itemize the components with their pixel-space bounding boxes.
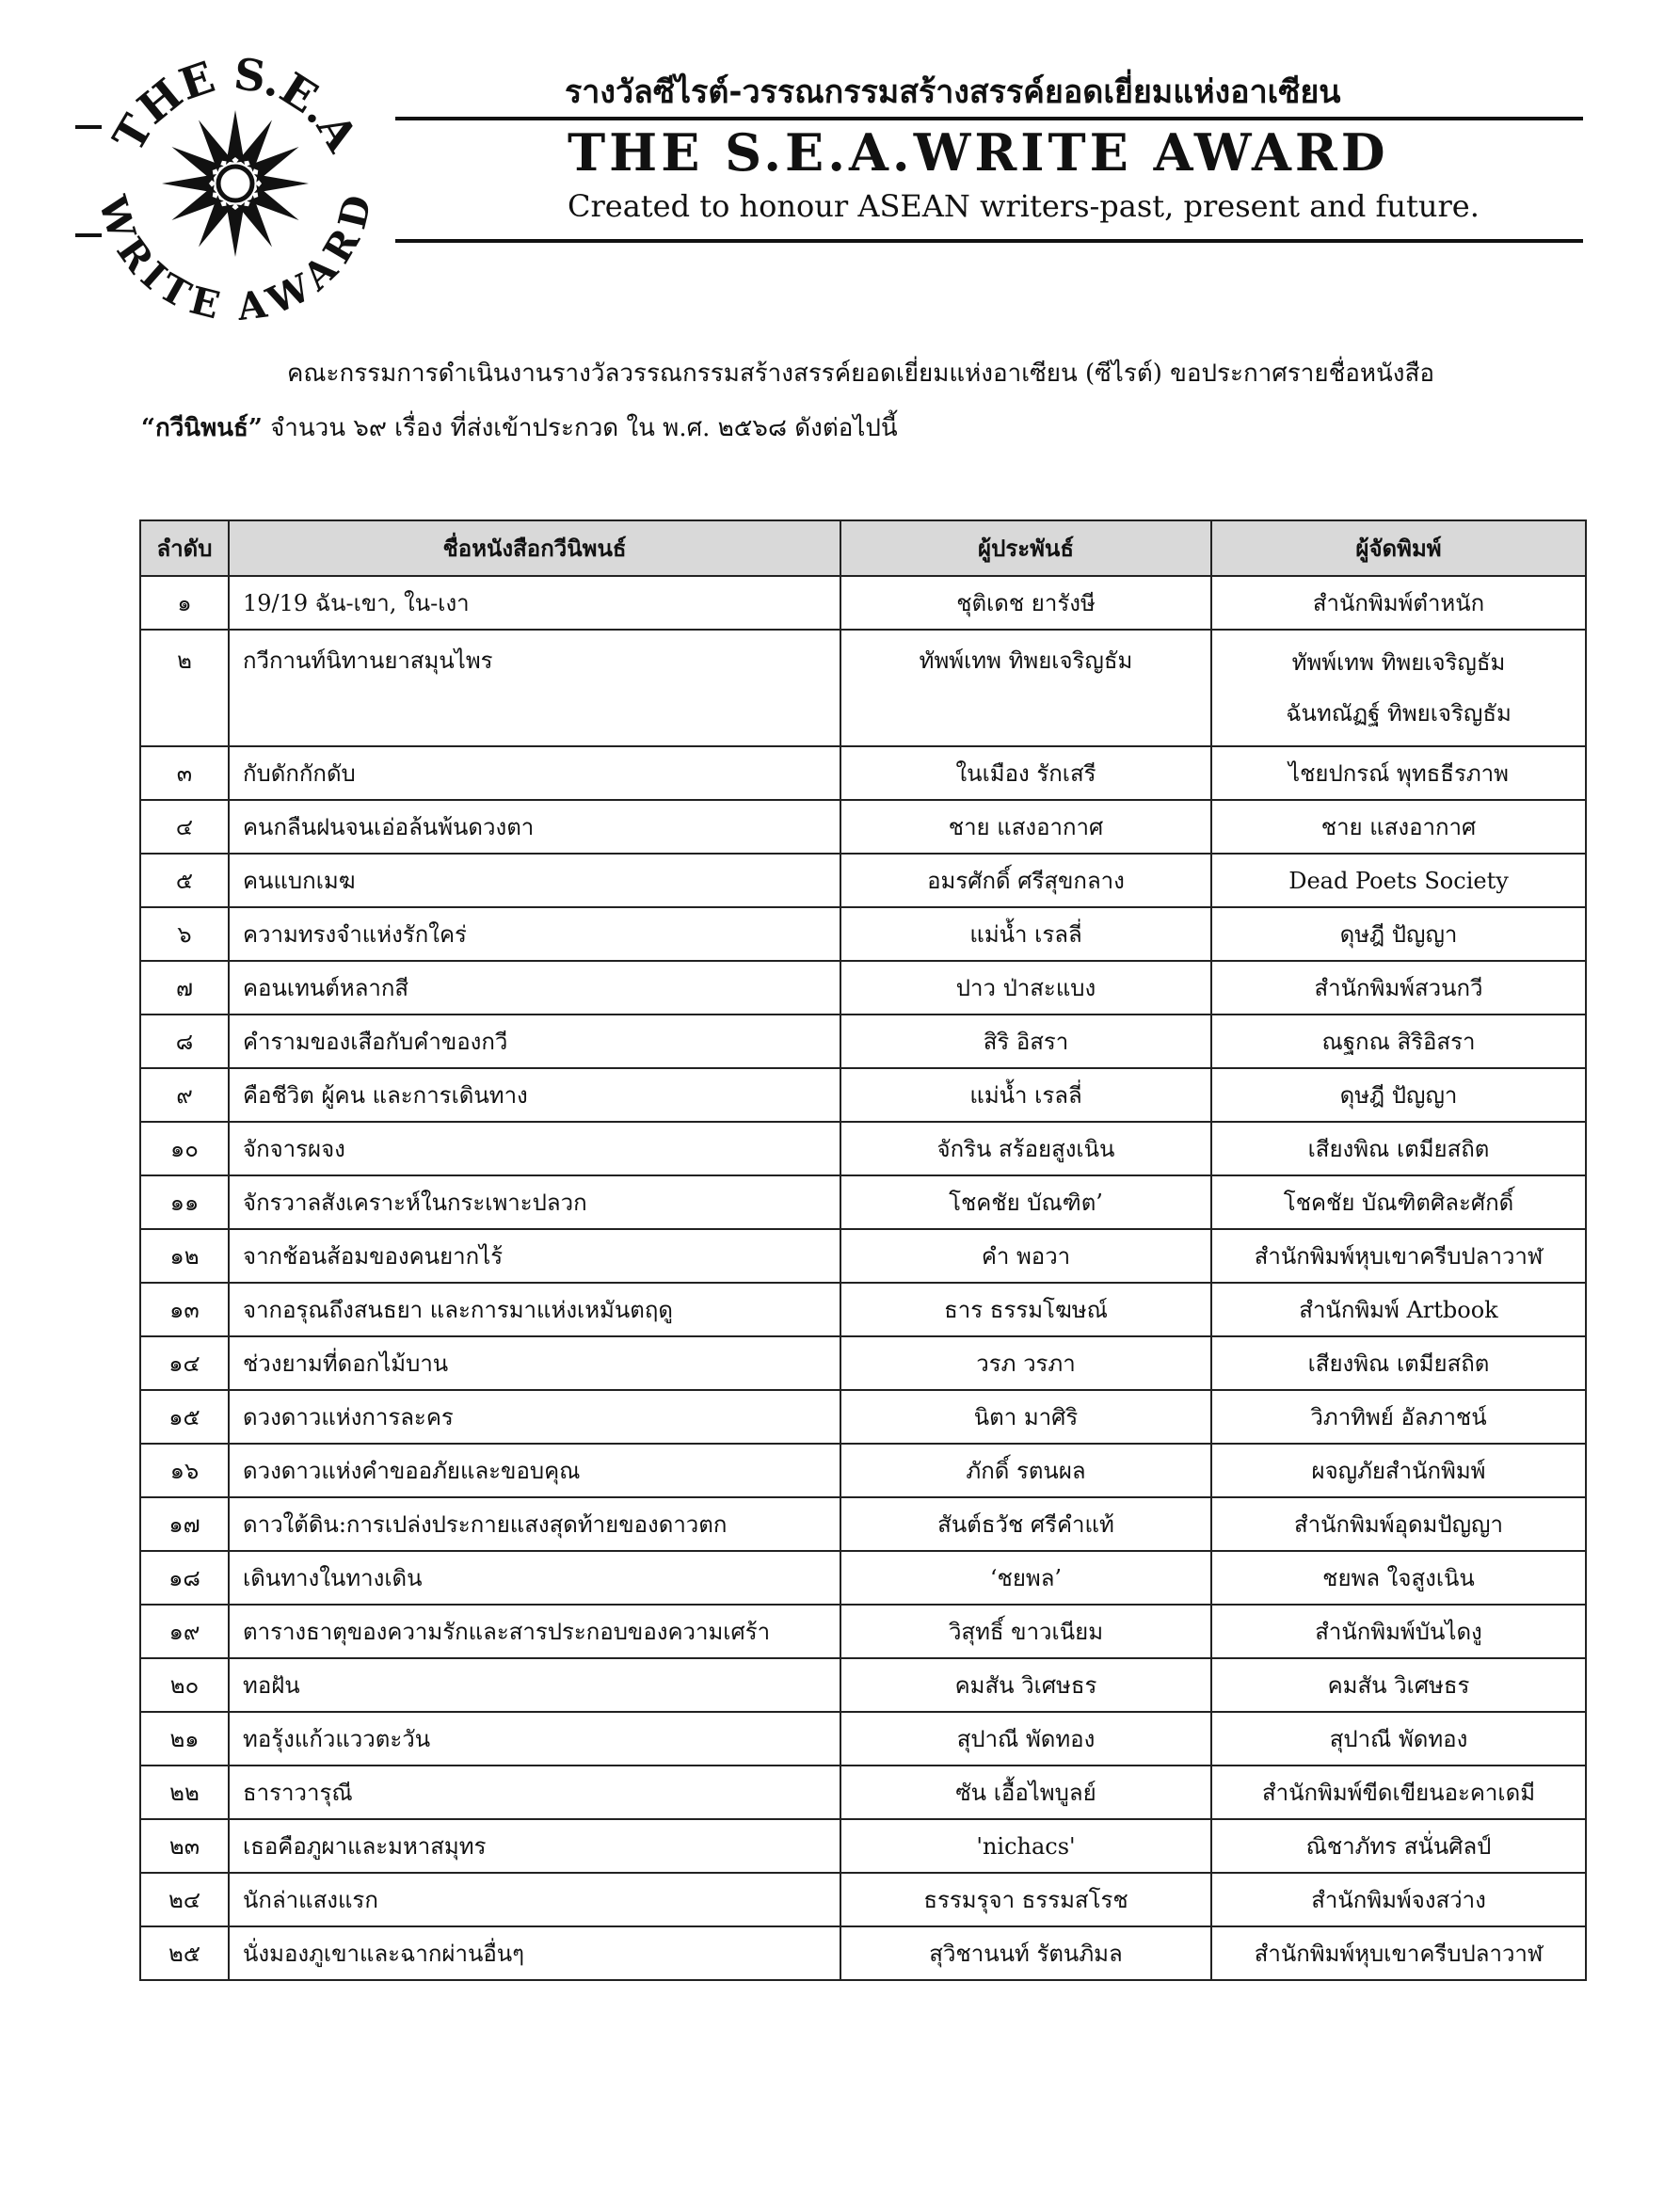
row-number: ๗ bbox=[140, 961, 229, 1015]
row-number: ๑๘ bbox=[140, 1551, 229, 1605]
logo-text-top: THE S.E.A bbox=[103, 48, 368, 160]
publisher-line-1: ทัพพ์เทพ ทิพยเจริญธัม bbox=[1291, 649, 1506, 676]
table-row bbox=[140, 1444, 1586, 1497]
award-tagline: Created to honour ASEAN writers-past, present and future. bbox=[568, 188, 1480, 224]
table-row bbox=[140, 576, 1586, 630]
table-row bbox=[140, 1175, 1586, 1229]
table-row bbox=[140, 800, 1586, 854]
author-name: ‘ชยพล’ bbox=[840, 1551, 1211, 1605]
publisher-name: เสียงพิณ เตมียสถิต bbox=[1211, 1336, 1586, 1390]
row-number: ๑๓ bbox=[140, 1283, 229, 1336]
table-row bbox=[140, 1015, 1586, 1068]
author-name: สันต์ธวัช ศรีคำแท้ bbox=[840, 1497, 1211, 1551]
english-award-title: THE S.E.A.WRITE AWARD bbox=[568, 122, 1389, 183]
table-row bbox=[140, 854, 1586, 907]
publisher-name: สำนักพิมพ์หุบเขาครีบปลาวาฬ bbox=[1211, 1229, 1586, 1283]
announcement-paragraph bbox=[141, 346, 1591, 455]
author-name: สุวิชานนท์ รัตนภิมล bbox=[840, 1926, 1211, 1980]
book-title: ธาราวารุณี bbox=[229, 1766, 840, 1819]
header-publisher: ผู้จัดพิมพ์ bbox=[1211, 520, 1586, 576]
publisher-name: ณฐกณ สิริอิสรา bbox=[1211, 1015, 1586, 1068]
row-number: ๒ bbox=[140, 630, 229, 746]
publisher-name: ไชยปกรณ์ พุทธธีรภาพ bbox=[1211, 746, 1586, 800]
table-row bbox=[140, 907, 1586, 961]
thai-award-title: รางวัลซีไรต์-วรรณกรรมสร้างสรรค์ยอดเยี่ยมแห่งอาเซียน bbox=[565, 73, 1341, 111]
row-number: ๑๒ bbox=[140, 1229, 229, 1283]
row-number: ๒๐ bbox=[140, 1658, 229, 1712]
table-row bbox=[140, 1068, 1586, 1122]
table-row bbox=[140, 1283, 1586, 1336]
author-name: ซัน เอื้อไพบูลย์ bbox=[840, 1766, 1211, 1819]
row-number: ๑๐ bbox=[140, 1122, 229, 1175]
book-title: ความทรงจำแห่งรักใคร่ bbox=[229, 907, 840, 961]
author-name: สิริ อิสรา bbox=[840, 1015, 1211, 1068]
category-name: “กวีนิพนธ์” bbox=[141, 414, 263, 442]
table-row bbox=[140, 1926, 1586, 1980]
publisher-name: สำนักพิมพ์จงสว่าง bbox=[1211, 1873, 1586, 1926]
publisher-name: ชยพล ใจสูงเนิน bbox=[1211, 1551, 1586, 1605]
publisher-name: คมสัน วิเศษธร bbox=[1211, 1658, 1586, 1712]
row-number: ๒๔ bbox=[140, 1873, 229, 1926]
row-number: ๒๒ bbox=[140, 1766, 229, 1819]
book-title: กับดักกักดับ bbox=[229, 746, 840, 800]
table-row bbox=[140, 1658, 1586, 1712]
author-name: วิสุทธิ์ ขาวเนียม bbox=[840, 1605, 1211, 1658]
book-title: ดาวใต้ดิน:การเปล่งประกายแสงสุดท้ายของดาวตก bbox=[229, 1497, 840, 1551]
publisher-line-2: ฉันทณัฏฐ์ ทิพยเจริญธัม bbox=[1286, 700, 1512, 727]
publisher-name: เสียงพิณ เตมียสถิต bbox=[1211, 1122, 1586, 1175]
author-name: จักริน สร้อยสูงเนิน bbox=[840, 1122, 1211, 1175]
table-row bbox=[140, 1122, 1586, 1175]
table-row bbox=[140, 1873, 1586, 1926]
header-no: ลำดับ bbox=[140, 520, 229, 576]
book-title: กวีกานท์นิทานยาสมุนไพร bbox=[229, 630, 840, 746]
publisher-name: สำนักพิมพ์ตำหนัก bbox=[1211, 576, 1586, 630]
row-number: ๕ bbox=[140, 854, 229, 907]
row-number: ๘ bbox=[140, 1015, 229, 1068]
author-name: ชาย แสงอากาศ bbox=[840, 800, 1211, 854]
table-header-row bbox=[140, 520, 1586, 576]
table-row bbox=[140, 1390, 1586, 1444]
header-rule-top bbox=[395, 117, 1583, 120]
submission-table bbox=[139, 519, 1587, 1981]
author-name: อมรศักดิ์ ศรีสุขกลาง bbox=[840, 854, 1211, 907]
header-author: ผู้ประพันธ์ bbox=[840, 520, 1211, 576]
row-number: ๑ bbox=[140, 576, 229, 630]
sea-write-logo bbox=[75, 28, 395, 320]
row-number: ๒๓ bbox=[140, 1819, 229, 1873]
author-name: วรภ วรภา bbox=[840, 1336, 1211, 1390]
author-name: ชุติเดช ยารังษี bbox=[840, 576, 1211, 630]
publisher-name: สุปาณี พัดทอง bbox=[1211, 1712, 1586, 1766]
logo-star-icon bbox=[162, 110, 309, 257]
book-title: คนกลืนฝนจนเอ่อล้นพ้นดวงตา bbox=[229, 800, 840, 854]
row-number: ๑๖ bbox=[140, 1444, 229, 1497]
announcement-line-2 bbox=[141, 401, 1591, 455]
table-row bbox=[140, 1229, 1586, 1283]
row-number: ๑๑ bbox=[140, 1175, 229, 1229]
row-number: ๑๙ bbox=[140, 1605, 229, 1658]
author-name: ทัพพ์เทพ ทิพยเจริญธัม bbox=[840, 630, 1211, 746]
book-title: นักล่าแสงแรก bbox=[229, 1873, 840, 1926]
author-name: ปาว ป่าสะแบง bbox=[840, 961, 1211, 1015]
table-row bbox=[140, 961, 1586, 1015]
logo-text-bottom: WRITE AWARD bbox=[89, 191, 381, 320]
author-name: โชคชัย บัณฑิต’ bbox=[840, 1175, 1211, 1229]
book-title: คำรามของเสือกับคำของกวี bbox=[229, 1015, 840, 1068]
author-name: นิตา มาศิริ bbox=[840, 1390, 1211, 1444]
book-title: คือชีวิต ผู้คน และการเดินทาง bbox=[229, 1068, 840, 1122]
author-name: ธาร ธรรมโฆษณ์ bbox=[840, 1283, 1211, 1336]
publisher-name: โชคชัย บัณฑิตศิละศักดิ์ bbox=[1211, 1175, 1586, 1229]
row-number: ๒๑ bbox=[140, 1712, 229, 1766]
author-name: ภักดิ์ รตนผล bbox=[840, 1444, 1211, 1497]
publisher-name: สำนักพิมพ์สวนกวี bbox=[1211, 961, 1586, 1015]
header-rule-bottom bbox=[395, 239, 1583, 243]
author-name: คมสัน วิเศษธร bbox=[840, 1658, 1211, 1712]
table-row bbox=[140, 1497, 1586, 1551]
table-row bbox=[140, 1712, 1586, 1766]
row-number: ๑๔ bbox=[140, 1336, 229, 1390]
announcement-line-1: คณะกรรมการดำเนินงานรางวัลวรรณกรรมสร้างสรรค์ยอดเยี่ยมแห่งอาเซียน (ซีไรต์) ขอประกาศรายชื่อหนังสือ bbox=[287, 360, 1434, 388]
book-title: จากอรุณถึงสนธยา และการมาแห่งเหมันตฤดู bbox=[229, 1283, 840, 1336]
table-row bbox=[140, 1819, 1586, 1873]
announcement-line-2-rest: จำนวน ๖๙ เรื่อง ที่ส่งเข้าประกวด ใน พ.ศ. ๒๕๖๘ ดังต่อไปนี้ bbox=[262, 414, 898, 442]
book-title: จักจารผจง bbox=[229, 1122, 840, 1175]
table-row bbox=[140, 1336, 1586, 1390]
book-title: นั่งมองภูเขาและฉากผ่านอื่นๆ bbox=[229, 1926, 840, 1980]
book-title: จักรวาลสังเคราะห์ในกระเพาะปลวก bbox=[229, 1175, 840, 1229]
author-name: 'nichacs' bbox=[840, 1819, 1211, 1873]
row-number: ๔ bbox=[140, 800, 229, 854]
publisher-name: ณิชาภัทร สนั่นศิลป์ bbox=[1211, 1819, 1586, 1873]
row-number: ๑๕ bbox=[140, 1390, 229, 1444]
publisher-name bbox=[1211, 630, 1586, 746]
row-number: ๖ bbox=[140, 907, 229, 961]
book-title: เดินทางในทางเดิน bbox=[229, 1551, 840, 1605]
table-row bbox=[140, 1551, 1586, 1605]
row-number: ๒๕ bbox=[140, 1926, 229, 1980]
book-title: คอนเทนต์หลากสี bbox=[229, 961, 840, 1015]
row-number: ๙ bbox=[140, 1068, 229, 1122]
book-title: ทอฝัน bbox=[229, 1658, 840, 1712]
publisher-name: สำนักพิมพ์ขีดเขียนอะคาเดมี bbox=[1211, 1766, 1586, 1819]
author-name: ธรรมรุจา ธรรมสโรช bbox=[840, 1873, 1211, 1926]
publisher-name: Dead Poets Society bbox=[1211, 854, 1586, 907]
book-title: ตารางธาตุของความรักและสารประกอบของความเศร้า bbox=[229, 1605, 840, 1658]
book-title: ช่วงยามที่ดอกไม้บาน bbox=[229, 1336, 840, 1390]
book-title: ดวงดาวแห่งการละคร bbox=[229, 1390, 840, 1444]
book-title: จากช้อนส้อมของคนยากไร้ bbox=[229, 1229, 840, 1283]
book-title: ดวงดาวแห่งคำขออภัยและขอบคุณ bbox=[229, 1444, 840, 1497]
publisher-name: ดุษฎี ปัญญา bbox=[1211, 1068, 1586, 1122]
table-row bbox=[140, 1605, 1586, 1658]
author-name: สุปาณี พัดทอง bbox=[840, 1712, 1211, 1766]
book-title: ทอรุ้งแก้วแววตะวัน bbox=[229, 1712, 840, 1766]
row-number: ๓ bbox=[140, 746, 229, 800]
publisher-name: สำนักพิมพ์หุบเขาครีบปลาวาฬ bbox=[1211, 1926, 1586, 1980]
author-name: คำ พอวา bbox=[840, 1229, 1211, 1283]
publisher-name: สำนักพิมพ์ Artbook bbox=[1211, 1283, 1586, 1336]
book-title: คนแบกเมฆ bbox=[229, 854, 840, 907]
author-name: แม่น้ำ เรลลี่ bbox=[840, 907, 1211, 961]
table-row bbox=[140, 1766, 1586, 1819]
row-number: ๑๗ bbox=[140, 1497, 229, 1551]
publisher-name: ดุษฎี ปัญญา bbox=[1211, 907, 1586, 961]
book-title: เธอคือภูผาและมหาสมุทร bbox=[229, 1819, 840, 1873]
author-name: แม่น้ำ เรลลี่ bbox=[840, 1068, 1211, 1122]
publisher-name: ผจญภัยสำนักพิมพ์ bbox=[1211, 1444, 1586, 1497]
header-title: ชื่อหนังสือกวีนิพนธ์ bbox=[229, 520, 840, 576]
publisher-name: สำนักพิมพ์บันไดงู bbox=[1211, 1605, 1586, 1658]
author-name: ในเมือง รักเสรี bbox=[840, 746, 1211, 800]
publisher-name: ชาย แสงอากาศ bbox=[1211, 800, 1586, 854]
publisher-name: วิภาทิพย์ อัลภาชน์ bbox=[1211, 1390, 1586, 1444]
publisher-name: สำนักพิมพ์อุดมปัญญา bbox=[1211, 1497, 1586, 1551]
table-row bbox=[140, 630, 1586, 746]
table-row bbox=[140, 746, 1586, 800]
book-title: 19/19 ฉัน-เขา, ใน-เงา bbox=[229, 576, 840, 630]
